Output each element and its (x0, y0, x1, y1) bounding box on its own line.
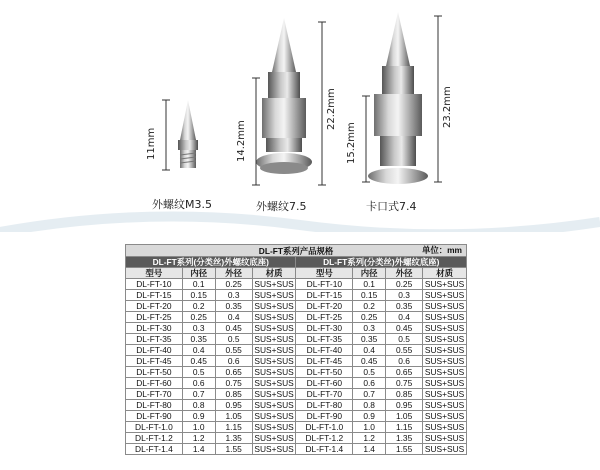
table-cell: 1.0 (182, 422, 215, 433)
table-cell: 0.3 (182, 323, 215, 334)
table-cell: DL-FT-25 (126, 312, 183, 323)
table-cell: 1.15 (386, 422, 423, 433)
table-cell: DL-FT-50 (126, 367, 183, 378)
table-cell: 0.45 (386, 323, 423, 334)
table-cell: SUS+SUS (252, 378, 296, 389)
table-cell: 1.2 (353, 433, 386, 444)
table-cell: 0.45 (182, 356, 215, 367)
table-cell: 0.1 (353, 279, 386, 290)
table-cell: SUS+SUS (423, 389, 467, 400)
table-cell: 0.3 (353, 323, 386, 334)
table-cell: DL-FT-1.4 (296, 444, 353, 455)
table-cell: SUS+SUS (252, 356, 296, 367)
table-cell: DL-FT-80 (126, 400, 183, 411)
table-cell: SUS+SUS (423, 411, 467, 422)
series-label-right: DL-FT系列(分类丝)外螺纹底座) (296, 257, 467, 268)
table-cell: DL-FT-40 (126, 345, 183, 356)
table-cell: 0.15 (353, 290, 386, 301)
table-row (126, 301, 467, 312)
needle-m35 (178, 100, 198, 168)
table-cell: SUS+SUS (252, 400, 296, 411)
table-cell: 0.85 (386, 389, 423, 400)
table-cell: 0.3 (215, 290, 252, 301)
table-cell: DL-FT-10 (296, 279, 353, 290)
header-material: 材质 (252, 268, 296, 279)
table-cell: SUS+SUS (252, 433, 296, 444)
table-cell: DL-FT-15 (126, 290, 183, 301)
table-cell: SUS+SUS (423, 334, 467, 345)
table-cell: DL-FT-1.2 (126, 433, 183, 444)
table-cell: 0.9 (182, 411, 215, 422)
table-cell: SUS+SUS (423, 345, 467, 356)
table-row (126, 389, 467, 400)
table-cell: 1.05 (215, 411, 252, 422)
table-cell: DL-FT-45 (126, 356, 183, 367)
table-cell: DL-FT-25 (296, 312, 353, 323)
table-cell: 0.85 (215, 389, 252, 400)
table-cell: SUS+SUS (423, 356, 467, 367)
table-row (126, 312, 467, 323)
table-cell: 0.65 (215, 367, 252, 378)
caption-m35: 外螺纹M3.5 (152, 198, 212, 211)
table-cell: DL-FT-70 (296, 389, 353, 400)
table-cell: 0.4 (353, 345, 386, 356)
header-inner-diameter: 内径 (353, 268, 386, 279)
table-cell: 0.55 (386, 345, 423, 356)
table-cell: 0.4 (215, 312, 252, 323)
table-cell: 0.3 (386, 290, 423, 301)
table-cell: SUS+SUS (252, 279, 296, 290)
table-row (126, 345, 467, 356)
table-cell: SUS+SUS (423, 312, 467, 323)
dimension-label-5: 23.2mm (442, 86, 453, 128)
table-cell: DL-FT-30 (126, 323, 183, 334)
table-cell: 0.8 (182, 400, 215, 411)
table-cell: DL-FT-45 (296, 356, 353, 367)
table-cell: DL-FT-20 (296, 301, 353, 312)
table-cell: 0.15 (182, 290, 215, 301)
series-label-left: DL-FT系列(分类丝)外螺纹底座) (126, 257, 296, 268)
table-cell: DL-FT-15 (296, 290, 353, 301)
header-material: 材质 (423, 268, 467, 279)
table-cell: 0.45 (215, 323, 252, 334)
table-cell: 0.7 (353, 389, 386, 400)
table-cell: DL-FT-60 (296, 378, 353, 389)
table-cell: 1.4 (353, 444, 386, 455)
table-row (126, 290, 467, 301)
table-cell: SUS+SUS (252, 301, 296, 312)
table-cell: 1.2 (182, 433, 215, 444)
table-cell: 0.95 (386, 400, 423, 411)
table-row (126, 411, 467, 422)
table-cell: 1.55 (215, 444, 252, 455)
table-cell: DL-FT-1.2 (296, 433, 353, 444)
table-cell: DL-FT-30 (296, 323, 353, 334)
table-cell: DL-FT-90 (126, 411, 183, 422)
table-cell: 0.45 (353, 356, 386, 367)
table-cell: DL-FT-40 (296, 345, 353, 356)
needle-m75 (256, 18, 312, 174)
table-cell: DL-FT-90 (296, 411, 353, 422)
table-cell: 0.5 (182, 367, 215, 378)
dimension-label-1: 11mm (146, 127, 157, 160)
table-row (126, 279, 467, 290)
caption-m75: 外螺纹7.5 (256, 200, 307, 213)
table-cell: 0.4 (182, 345, 215, 356)
table-cell: SUS+SUS (252, 367, 296, 378)
table-cell: 1.4 (182, 444, 215, 455)
caption-bayonet: 卡口式7.4 (366, 200, 417, 213)
table-cell: SUS+SUS (252, 290, 296, 301)
table-cell: 0.6 (353, 378, 386, 389)
table-row (126, 367, 467, 378)
header-model: 型号 (126, 268, 183, 279)
table-cell: 0.8 (353, 400, 386, 411)
needle-bayonet (368, 12, 428, 184)
table-cell: 1.15 (215, 422, 252, 433)
table-row (126, 433, 467, 444)
table-cell: 1.55 (386, 444, 423, 455)
table-cell: SUS+SUS (252, 389, 296, 400)
table-cell: 1.05 (386, 411, 423, 422)
header-outer-diameter: 外径 (386, 268, 423, 279)
table-header-row (126, 268, 467, 279)
table-cell: SUS+SUS (252, 334, 296, 345)
table-cell: 0.25 (353, 312, 386, 323)
table-cell: DL-FT-1.0 (296, 422, 353, 433)
table-cell: 0.75 (215, 378, 252, 389)
table-cell: SUS+SUS (423, 433, 467, 444)
table-cell: 0.5 (386, 334, 423, 345)
table-cell: 0.65 (386, 367, 423, 378)
table-cell: DL-FT-10 (126, 279, 183, 290)
table-cell: SUS+SUS (423, 301, 467, 312)
header-model: 型号 (296, 268, 353, 279)
table-cell: 0.6 (386, 356, 423, 367)
table-title-row (126, 245, 467, 257)
table-cell: SUS+SUS (423, 323, 467, 334)
table-cell: SUS+SUS (423, 378, 467, 389)
table-row (126, 356, 467, 367)
table-cell: 0.35 (215, 301, 252, 312)
dimension-label-2: 14.2mm (236, 120, 247, 162)
table-cell: 0.35 (386, 301, 423, 312)
table-cell: SUS+SUS (423, 290, 467, 301)
table-unit: 单位：mm (421, 245, 462, 255)
table-cell: SUS+SUS (252, 345, 296, 356)
table-cell: SUS+SUS (252, 411, 296, 422)
table-row (126, 378, 467, 389)
table-row (126, 323, 467, 334)
table-cell: 0.2 (182, 301, 215, 312)
table-cell: DL-FT-60 (126, 378, 183, 389)
table-cell: SUS+SUS (423, 279, 467, 290)
table-cell: SUS+SUS (423, 422, 467, 433)
spec-table (125, 244, 467, 455)
table-cell: SUS+SUS (252, 323, 296, 334)
table-cell: DL-FT-80 (296, 400, 353, 411)
watermark-swoosh (0, 216, 600, 232)
table-cell: SUS+SUS (423, 444, 467, 455)
table-cell: 0.25 (386, 279, 423, 290)
table-cell: SUS+SUS (252, 444, 296, 455)
table-cell: 0.6 (182, 378, 215, 389)
table-row (126, 444, 467, 455)
table-cell: 1.35 (215, 433, 252, 444)
table-cell: 0.25 (215, 279, 252, 290)
table-cell: 0.5 (353, 367, 386, 378)
table-cell: SUS+SUS (423, 400, 467, 411)
table-cell: DL-FT-1.0 (126, 422, 183, 433)
table-cell: 0.7 (182, 389, 215, 400)
table-cell: 0.25 (182, 312, 215, 323)
table-cell: 0.9 (353, 411, 386, 422)
header-outer-diameter: 外径 (215, 268, 252, 279)
table-title: DL-FT系列产品规格 (258, 245, 334, 256)
table-series-row (126, 257, 467, 268)
table-cell: 0.5 (215, 334, 252, 345)
table-cell: 0.1 (182, 279, 215, 290)
table-cell: DL-FT-1.4 (126, 444, 183, 455)
table-cell: DL-FT-20 (126, 301, 183, 312)
table-cell: 0.55 (215, 345, 252, 356)
table-row (126, 334, 467, 345)
table-cell: 0.6 (215, 356, 252, 367)
table-cell: 0.4 (386, 312, 423, 323)
table-row (126, 400, 467, 411)
table-cell: SUS+SUS (423, 367, 467, 378)
table-cell: SUS+SUS (252, 422, 296, 433)
table-cell: 0.95 (215, 400, 252, 411)
table-cell: DL-FT-35 (296, 334, 353, 345)
dimension-label-4: 15.2mm (346, 122, 357, 164)
table-cell: DL-FT-50 (296, 367, 353, 378)
table-cell: DL-FT-70 (126, 389, 183, 400)
table-cell: 0.35 (182, 334, 215, 345)
table-cell: 1.0 (353, 422, 386, 433)
table-cell: DL-FT-35 (126, 334, 183, 345)
table-cell: 0.75 (386, 378, 423, 389)
table-cell: 0.35 (353, 334, 386, 345)
header-inner-diameter: 内径 (182, 268, 215, 279)
table-cell: 1.35 (386, 433, 423, 444)
dimension-label-3: 22.2mm (326, 88, 337, 130)
table-cell: SUS+SUS (252, 312, 296, 323)
table-row (126, 422, 467, 433)
table-cell: 0.2 (353, 301, 386, 312)
